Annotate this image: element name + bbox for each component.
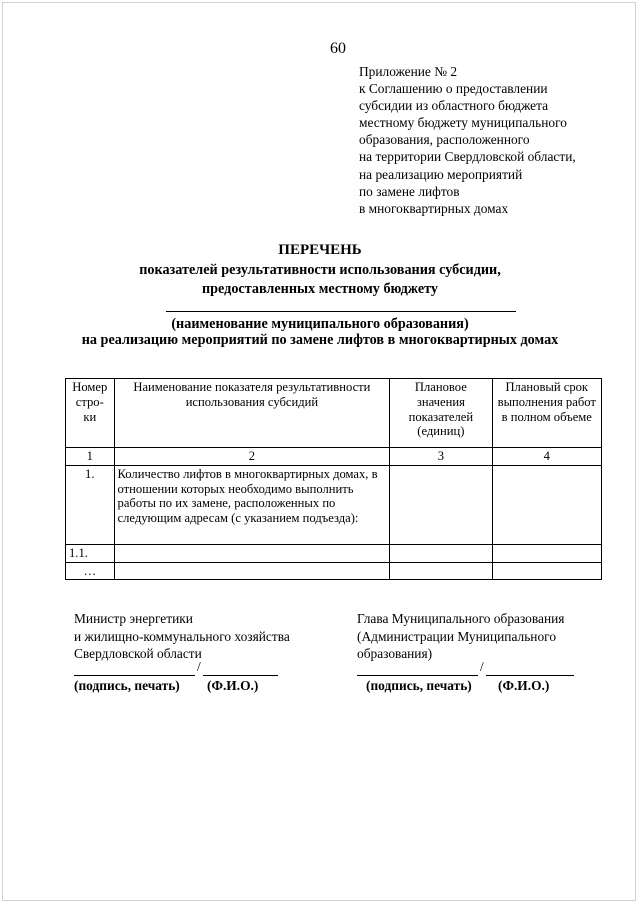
signatory-title-line: Глава Муниципального образования — [357, 611, 565, 626]
signatory-title-line: и жилищно-коммунального хозяйства — [74, 628, 290, 644]
appendix-line: в многоквартирных домах — [359, 200, 509, 216]
signature-line-head[interactable] — [357, 675, 478, 676]
row-planned-value — [390, 465, 492, 544]
row-planned-value — [390, 562, 492, 580]
column-number: 3 — [390, 448, 492, 466]
row-indicator-name — [114, 562, 390, 580]
indicators-table — [65, 378, 602, 580]
signatory-title-line: Министр энергетики — [74, 611, 193, 626]
table-row — [66, 562, 602, 580]
signature-slash: / — [480, 659, 484, 674]
appendix-block — [359, 63, 576, 217]
row-planned-term — [492, 562, 602, 580]
table-row — [66, 465, 602, 544]
row-number: 1.1. — [66, 544, 115, 562]
signature-line-minister[interactable] — [74, 675, 195, 676]
header-cell-term: Плановый срок выполнения работ в полном объеме — [492, 379, 602, 448]
row-planned-term — [492, 465, 602, 544]
appendix-line: Приложение № 2 — [359, 64, 458, 79]
signature-caption: (подпись, печать) — [366, 678, 472, 693]
table-row — [66, 544, 602, 562]
row-number: 1. — [66, 465, 115, 544]
header-cell-number: Номер стро- ки — [66, 379, 115, 448]
appendix-line: на территории Свердловской области, — [359, 149, 576, 165]
name-caption: (Ф.И.О.) — [207, 678, 259, 693]
document-subtitle-line2: предоставленных местному бюджету — [201, 281, 439, 297]
document-subtitle-line1: показателей результативности использования субсидии, — [139, 262, 501, 278]
document-title: ПЕРЕЧЕНЬ — [278, 242, 362, 258]
signature-block-minister — [74, 610, 290, 663]
municipality-caption: (наименование муниципального образования) — [171, 316, 469, 332]
signature-caption: (подпись, печать) — [74, 678, 180, 693]
signatory-title-line: (Администрации Муниципального — [357, 628, 557, 644]
page-number: 60 — [330, 40, 346, 57]
header-cell-name: Наименование показателя результативности использования субсидий — [114, 379, 390, 448]
municipality-name-line — [166, 311, 516, 312]
signatory-title-line: образования) — [357, 646, 433, 661]
appendix-line: субсидии из областного бюджета — [359, 98, 549, 114]
appendix-line: на реализацию мероприятий — [359, 166, 523, 182]
signatory-title-line: Свердловской области — [74, 646, 202, 661]
column-number: 4 — [492, 448, 602, 466]
column-number: 1 — [66, 448, 115, 466]
signature-slash: / — [197, 659, 201, 674]
row-indicator-name — [114, 544, 390, 562]
name-line-minister[interactable] — [203, 675, 278, 676]
column-number-row — [66, 448, 602, 466]
row-number: … — [66, 562, 115, 580]
column-number: 2 — [114, 448, 390, 466]
row-planned-term — [492, 544, 602, 562]
appendix-line: местному бюджету муниципального — [359, 115, 567, 131]
name-line-head[interactable] — [486, 675, 574, 676]
signature-block-head — [357, 610, 564, 663]
header-cell-value: Плановое значения показателей (единиц) — [390, 379, 492, 448]
table-header-row — [66, 379, 602, 448]
name-caption: (Ф.И.О.) — [498, 678, 550, 693]
row-indicator-name: Количество лифтов в многоквартирных домах, в отношении которых необходимо выполнить работы по их замене, расположенных по следующим адресам (с указанием подъезда): — [114, 465, 390, 544]
row-planned-value — [390, 544, 492, 562]
appendix-line: к Соглашению о предоставлении — [359, 81, 548, 97]
appendix-line: образования, расположенного — [359, 132, 530, 148]
document-purpose: на реализацию мероприятий по замене лифтов в многоквартирных домах — [81, 332, 559, 348]
appendix-line: по замене лифтов — [359, 183, 460, 199]
